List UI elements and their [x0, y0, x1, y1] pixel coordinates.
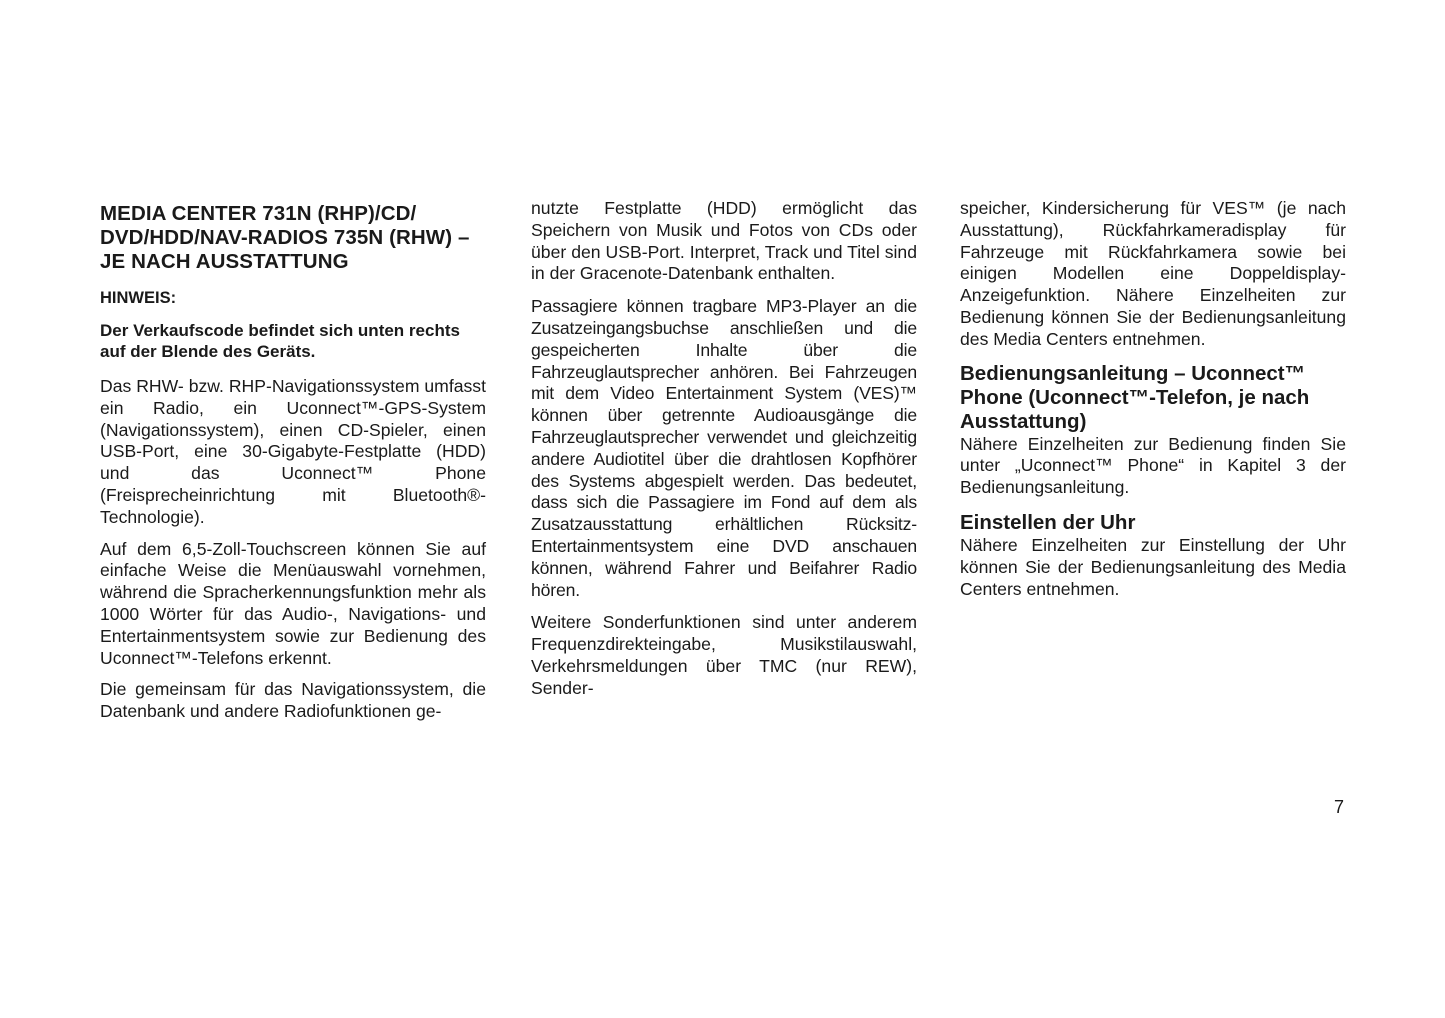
paragraph: Passagiere können tragbare MP3-Player an die Zusatzeingangsbuchse anschließen und die gespeicherten Inhalte über die Fahrzeuglautsprecher anhören. Bei Fahrzeugen mit dem Video Entertainment System (VES)™ können über getrennte Audioausgänge die Fahrzeuglautsprecher verwendet und gleichzeitig andere Audiotitel über die drahtlosen Kopfhörer des Systems abgespielt werden. Das bedeutet, dass sich die Passagiere im Fond auf dem als Zusatzausstattung erhältlichen Rücksitz-Entertainmentsystem eine DVD anschauen können, während Fahrer und Beifahrer Radio hören. — [531, 296, 917, 600]
paragraph: Das RHW- bzw. RHP-Navigationssystem umfasst ein Radio, ein Uconnect™-GPS-System (Navigationssystem), einen CD-Spieler, einen USB-Port, eine 30-Gigabyte-Festplatte (HDD) und das Uconnect™ Phone (Freisprecheinrichtung mit Bluetooth®-Technologie). — [100, 376, 486, 527]
paragraph: speicher, Kindersicherung für VES™ (je nach Ausstattung), Rückfahrkameradisplay für Fahrzeuge mit Rückfahrkamera sowie bei einigen Modellen eine Doppeldisplay-Anzeigefunktion. Nähere Einzelheiten zur Bedienung können Sie der Bedienungsanleitung des Media Centers entnehmen. — [960, 198, 1346, 349]
subsection-title: Bedienungsanleitung – Uconnect™ Phone (Uconnect™-Telefon, je nach Ausstattung) — [960, 361, 1310, 433]
paragraph: Weitere Sonderfunktionen sind unter anderem Frequenzdirekteingabe, Musikstilauswahl, Verkehrsmeldungen über TMC (nur REW), Sender- — [531, 612, 917, 698]
column-left — [100, 198, 486, 733]
column-middle — [531, 198, 917, 711]
paragraph: Auf dem 6,5-Zoll-Touchscreen können Sie auf einfache Weise die Menüauswahl vornehmen, während die Spracherkennungsfunktion mehr als 1000 Wörter für das Audio-, Navigations- und Entertainmentsystem sowie zur Bedienung des Uconnect™-Telefons erkennt. — [100, 538, 486, 668]
paragraph: nutzte Festplatte (HDD) ermöglicht das Speichern von Musik und Fotos von CDs oder über den USB-Port. Interpret, Track und Titel sind in der Gracenote-Datenbank enthalten. — [531, 198, 917, 284]
page-number: 7 — [1334, 797, 1345, 817]
paragraph: Nähere Einzelheiten zur Bedienung finden Sie unter „Uconnect™ Phone“ in Kapitel 3 der Bedienungsanleitung. — [960, 433, 1346, 498]
note-label: HINWEIS: — [100, 289, 177, 307]
paragraph: Die gemeinsam für das Navigationssystem, die Datenbank und andere Radiofunktionen ge- — [100, 679, 486, 722]
column-right — [960, 198, 1346, 610]
subsection-title: Einstellen der Uhr — [960, 510, 1136, 534]
paragraph: Nähere Einzelheiten zur Einstellung der Uhr können Sie der Bedienungsanleitung des Media Centers entnehmen. — [960, 534, 1346, 599]
section-title: MEDIA CENTER 731N (RHP)/CD/ DVD/HDD/NAV-RADIOS 735N (RHW) – JE NACH AUSSTATTUNG — [100, 202, 470, 273]
note-text: Der Verkaufscode befindet sich unten rechts auf der Blende des Geräts. — [100, 321, 460, 361]
